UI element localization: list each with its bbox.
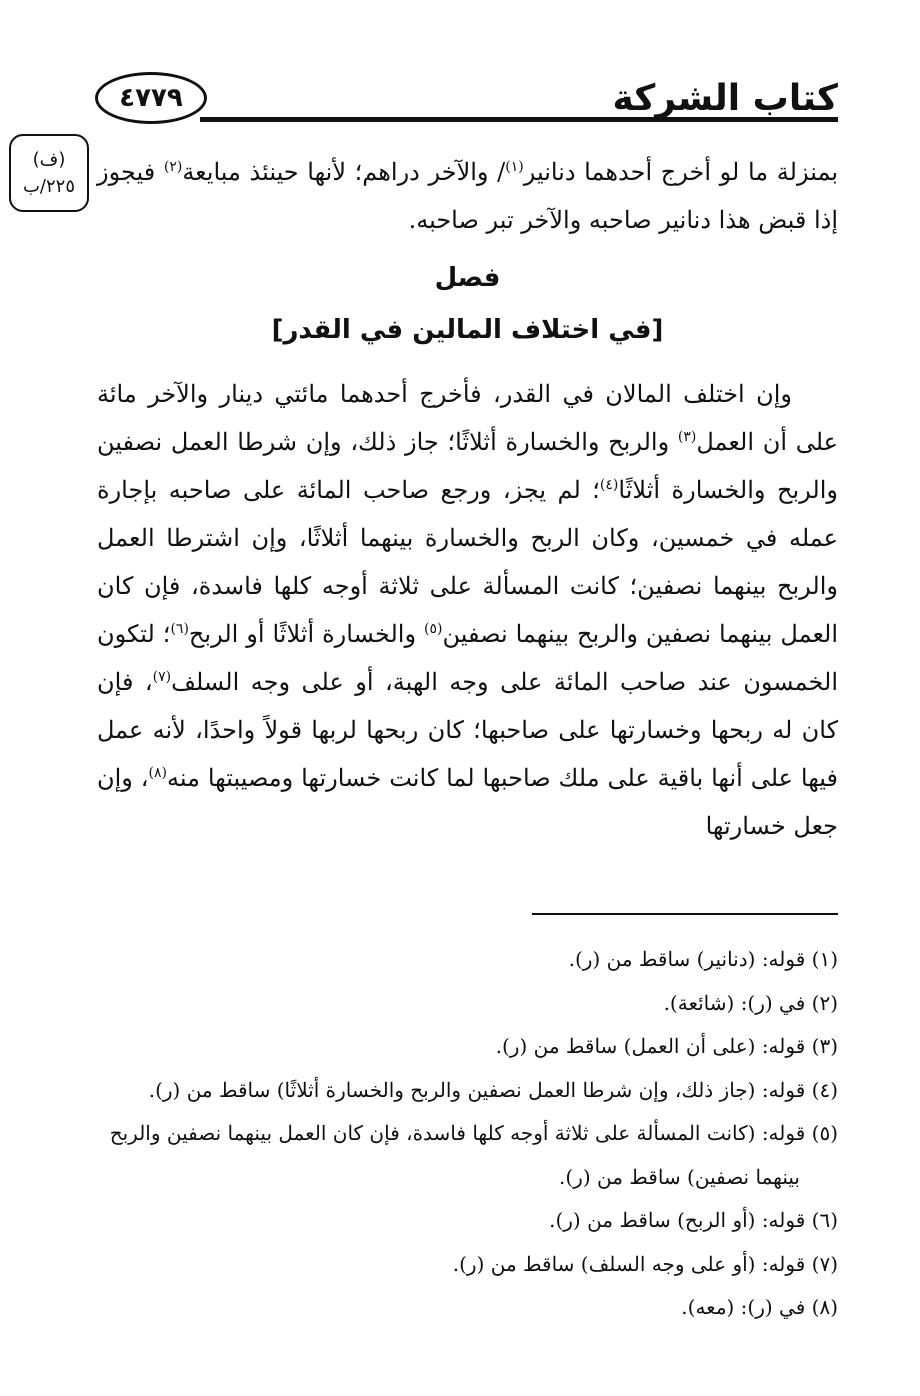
text-run: وإن اختلف المالان في القدر، فأخرج أحدهما مائتي دينار والآخر مائة على أن العمل [97, 380, 839, 456]
footnote-ref[interactable]: (٥) [424, 621, 443, 637]
manuscript-siglum: (ف) [32, 149, 66, 170]
text-run: بمنزلة ما لو أخرج أحدهما دنانير [523, 158, 838, 186]
footnote: (١) قوله: (دنانير) ساقط من (ر). [568, 947, 838, 971]
text-run: فيجوز إذا قبض هذا دنانير صاحبه والآخر تبر صاحبه. [97, 158, 838, 234]
footnotes [75, 938, 838, 1330]
footnote-ref[interactable]: (٢) [163, 159, 183, 175]
footnote: (٧) قوله: (أو على وجه السلف) ساقط من (ر). [452, 1251, 838, 1276]
text-run: ، فإن كان له ربحها وخسارتها على صاحبها؛ كان ربحها لربها قولاً واحدًا، لأنه عمل فيها على أنها باقية على ملك صاحبها لما كانت خسارتها ومصيبتها منه [97, 668, 838, 792]
section-subtitle: [في اختلاف المالين في القدر] [271, 315, 664, 345]
main-paragraph [97, 370, 838, 850]
footnote-ref[interactable]: (٧) [152, 669, 172, 685]
text-run: ؛ لتكون الخمسون عند صاحب المائة على وجه الهبة، أو على وجه السلف [97, 620, 838, 696]
header-rule [200, 117, 838, 122]
footnote: (٥) قوله: (كانت المسألة على ثلاثة أوجه كلها فاسدة، فإن كان العمل بينهما نصفين والربح بينهما نصفين) ساقط من (ر). [109, 1121, 838, 1189]
footnote-ref[interactable]: (٣) [677, 429, 697, 445]
page-number: ٤٧٧٩ [95, 72, 207, 124]
text-run: ؛ لم يجز، ورجع صاحب المائة على صاحبه بإجارة عمله في خمسين، وكان الربح والخسارة بينهما أثلاثًا، وإن اشترطا العمل والربح بينهما نصفين؛ كانت المسألة على ثلاثة أوجه كلها فاسدة، فإن كان العمل بينهما نصفين والربح بينهما نصفين [97, 476, 839, 648]
footnote-ref[interactable]: (٦) [170, 621, 189, 637]
footnote: (٦) قوله: (أو الربح) ساقط من (ر). [549, 1208, 838, 1232]
opening-paragraph [97, 148, 838, 244]
footnote-separator [532, 913, 838, 915]
book-title: كتاب الشركة [612, 78, 838, 119]
section-title: فصل [434, 263, 501, 293]
footnote: (٣) قوله: (على أن العمل) ساقط من (ر). [495, 1034, 838, 1058]
text-run: ، وإن جعل خسارتها [97, 764, 838, 840]
manuscript-folio: ٢٢٥/ب [22, 176, 76, 197]
text-run: والخسارة أثلاثًا أو الربح [188, 620, 425, 648]
text-run: / والآخر دراهم؛ لأنها حينئذ مبايعة [182, 158, 506, 186]
footnote-ref[interactable]: (١) [505, 159, 524, 175]
main-text [97, 148, 838, 850]
footnote-ref[interactable]: (٨) [148, 765, 167, 781]
text-run: والربح والخسارة أثلاثًا؛ جاز ذلك، وإن شرطا العمل نصفين والربح والخسارة أثلاثًا [97, 428, 838, 504]
footnote: (٤) قوله: (جاز ذلك، وإن شرطا العمل نصفين والربح والخسارة أثلاثًا) ساقط من (ر). [148, 1077, 838, 1102]
manuscript-folio-marker [9, 134, 89, 212]
footnote: (٢) في (ر): (شائعة). [663, 990, 838, 1015]
footnote-ref[interactable]: (٤) [599, 477, 619, 493]
footnote: (٨) في (ر): (معه). [681, 1295, 838, 1319]
